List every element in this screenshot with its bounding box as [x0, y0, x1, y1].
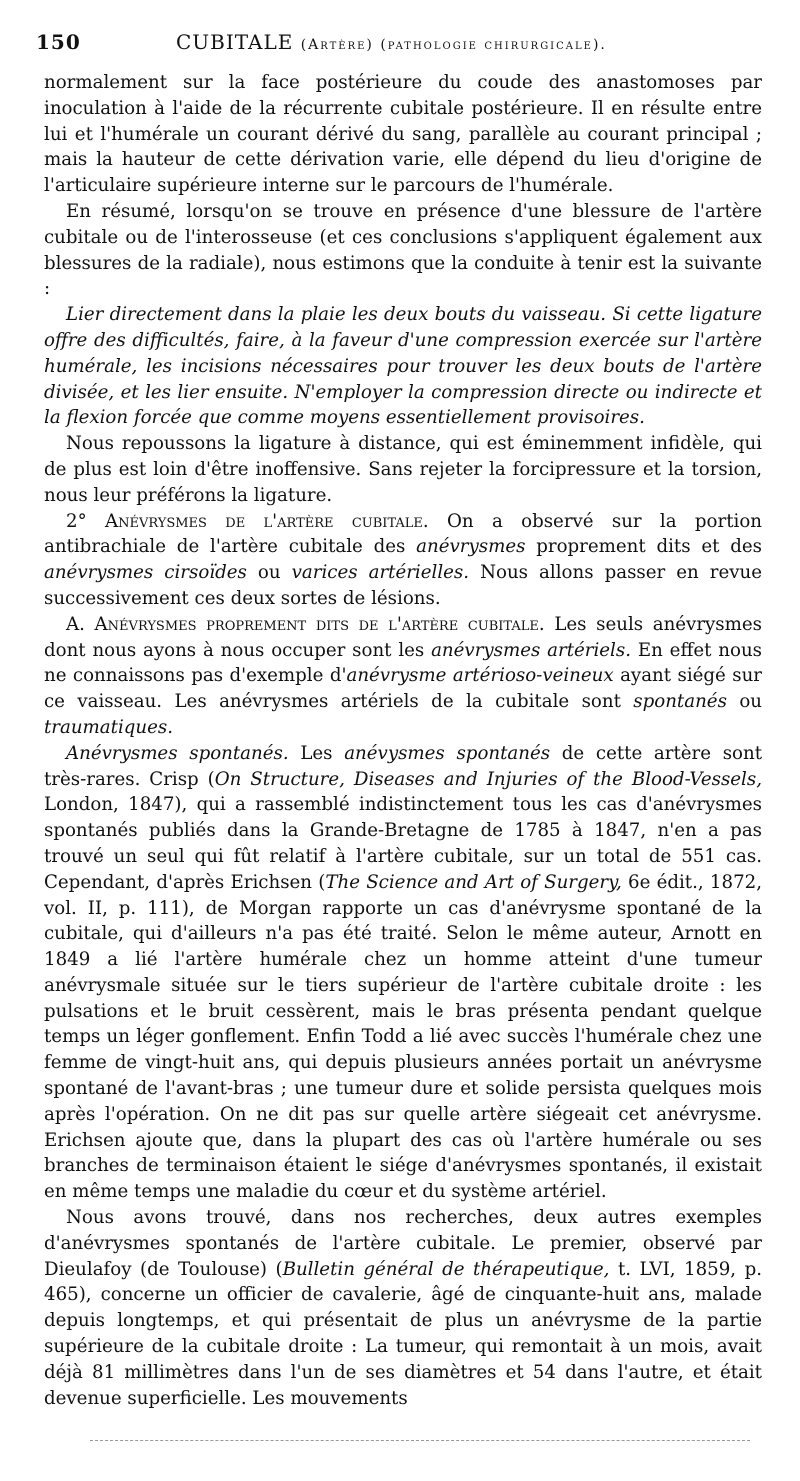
paragraph-section-a: A. Anévrysmes proprement dits de l'artère cubitale. Les seuls anévrysmes dont nous ayons à nous occuper sont les anévrysmes artériels. En effet nous ne connaissons pas d'exemple d'anévrysme artérioso-veineux ayant siégé sur ce vaisseau. Les anévrysmes artériels de la cubitale sont spontanés ou traumatiques.	[44, 613, 762, 738]
page-number: 150	[36, 30, 81, 54]
paragraph-conclusion: Lier directement dans la plaie les deux bouts du vaisseau. Si cette ligature offre des difficultés, faire, à la faveur d'une compression exercée sur l'artère humérale, les incisions nécessaires pour trouver les deux bouts de l'artère divisée, et les lier ensuite. N'employer la compression directe ou indirecte et la flexion forcée que comme moyens essentiellement provisoires.	[44, 304, 762, 429]
running-header	[36, 30, 766, 60]
running-title	[176, 30, 607, 54]
section-2-heading: 2° Anévrysmes de l'artère cubitale.	[66, 510, 429, 532]
paragraph-spontaneous: Anévrysmes spontanés. Les anévysmes spontanés de cette artère sont très-rares. Crisp (On Structure, Diseases and Injuries of the Blood-Vessels, London, 1847), qui a rassemblé indistinctement tous les cas d'anévrysmes spontanés publiés dans la Grande-Bretagne de 1785 à 1847, n'en a pas trouvé un seul qui fût relatif à l'artère cubitale, sur un total de 551 cas. Cependant, d'après Erichsen (The Science and Art of Surgery, 6e édit., 1872, vol. II, p. 111), de Morgan rapporte un cas d'anévrysme spontané de la cubitale, qui d'ailleurs n'a pas été traité. Selon le même auteur, Arnott en 1849 a lié l'artère humérale chez un homme atteint d'une tumeur anévrysmale située sur le tiers supérieur de l'artère cubitale droite : les pulsations et le bruit cessèrent, mais le bras présenta pendant quelque temps un léger gonflement. Enfin Todd a lié avec succès l'humérale chez une femme de vingt-huit ans, qui depuis plusieurs années portait un anévrysme spontané de l'avant-bras ; une tumeur dure et solide persista quelques mois après l'opération. On ne dit pas sur quelle artère siégeait cet anévrysme. Erichsen ajoute que, dans la plupart des cas où l'artère humérale ou ses branches de terminaison étaient le siége d'anévrysmes spontanés, il existait en même temps une maladie du cœur et du système artériel.	[44, 742, 763, 1203]
paragraph-section-2: 2° Anévrysmes de l'artère cubitale. On a observé sur la portion antibrachiale de l'artère cubitale des anévrysmes proprement dits et des anévrysmes cirsoïdes ou varices artérielles. Nous allons passer en revue successivement ces deux sortes de lésions.	[44, 510, 763, 609]
header-subtitle: (Artère) (pathologie chirurgicale).	[300, 37, 607, 53]
paragraph-resume: En résumé, lorsqu'on se trouve en présence d'une blessure de l'artère cubitale ou de l'interosseuse (et ces conclusions s'appliquent également aux blessures de la radiale), nous estimons que la conduite à tenir est la suivante :	[44, 200, 762, 300]
footer-rule	[90, 1440, 750, 1441]
paragraph-continuation: normalement sur la face postérieure du coude des anastomoses par inoculation à l'aide de la récurrente cubitale postérieure. Il en résulte entre lui et l'humérale un courant dérivé du sang, parallèle au courant principal ; mais la hauteur de cette dérivation varie, elle dépend du lieu d'origine de l'articulaire supérieure interne sur le parcours de l'humérale.	[44, 72, 762, 197]
section-a-heading: A. Anévrysmes proprement dits de l'artère cubitale.	[66, 613, 545, 635]
spontaneous-heading: Anévrysmes spontanés.	[66, 742, 289, 764]
paragraph-ligature: Nous repoussons la ligature à distance, qui est éminemment infidèle, qui de plus est loin d'être inoffensive. Sans rejeter la forcipressure et la torsion, nous leur préférons la ligature.	[44, 433, 762, 506]
header-title: CUBITALE	[176, 30, 294, 54]
paragraph-other-examples: Nous avons trouvé, dans nos recherches, deux autres exemples d'anévrysmes spontanés de l'artère cubitale. Le premier, observé par Dieulafoy (de Toulouse) (Bulletin général de thérapeutique, t. LVI, 1859, p. 465), concerne un officier de cavalerie, âgé de cinquante-huit ans, malade depuis longtemps, et qui présentait de plus un anévrysme de la partie supérieure de la cubitale droite : La tumeur, qui remontait à un mois, avait déjà 81 millimètres dans l'un de ses diamètres et 54 dans l'autre, et était devenue superficielle. Les mouvements	[44, 1207, 762, 1409]
body-text	[44, 70, 762, 1411]
